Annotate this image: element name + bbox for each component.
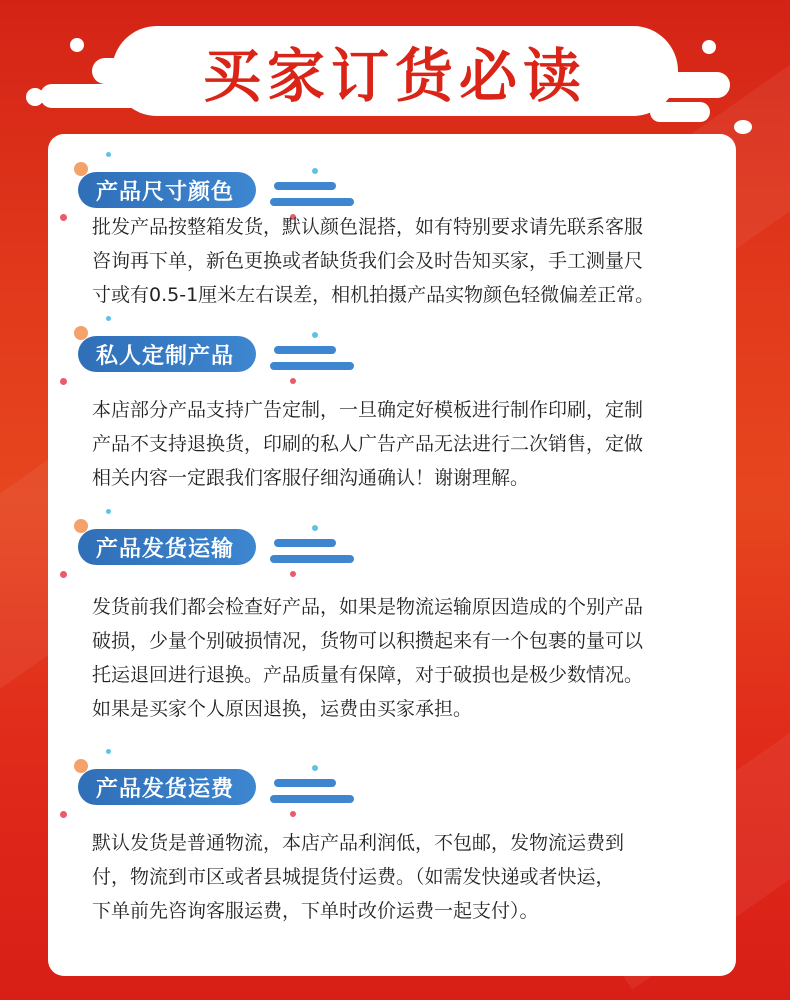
- section-pill: [78, 336, 256, 372]
- pink-dot: [60, 811, 67, 818]
- white-dot: [70, 38, 84, 52]
- section-body: [92, 393, 702, 495]
- body-line: 咨询再下单，新色更换或者缺货我们会及时告知买家，手工测量尺: [92, 250, 644, 272]
- pill-tail: [274, 346, 336, 354]
- blue-dot: [106, 316, 111, 321]
- pill-tail: [274, 779, 336, 787]
- body-line: 如果是买家个人原因退换，运费由买家承担。: [92, 698, 473, 720]
- body-line: 默认发货是普通物流，本店产品利润低，不包邮，发物流运费到: [92, 832, 625, 854]
- section-pill: [78, 769, 256, 805]
- pink-dot: [290, 811, 296, 817]
- body-line: 本店部分产品支持广告定制，一旦确定好模板进行制作印刷，定制: [92, 399, 644, 421]
- section-body: [92, 590, 702, 726]
- section-header-freight: [74, 755, 314, 815]
- body-line: 相关内容一定跟我们客服仔细沟通确认！谢谢理解。: [92, 467, 530, 489]
- pill-tail: [270, 198, 354, 206]
- page-title: 买家订货必读: [202, 42, 587, 110]
- section-header-custom: [74, 322, 314, 382]
- pink-dot: [60, 571, 67, 578]
- section-pill: [78, 529, 256, 565]
- section-pill: [78, 172, 256, 208]
- pink-dot: [60, 214, 67, 221]
- body-line: 批发产品按整箱发货，默认颜色混搭，如有特别要求请先联系客服: [92, 216, 644, 238]
- blue-dot: [312, 168, 318, 174]
- pill-tail: [274, 539, 336, 547]
- section-heading: 产品尺寸颜色: [96, 179, 235, 205]
- section-body: [92, 210, 702, 312]
- blue-dot: [106, 749, 111, 754]
- pill-tail: [270, 362, 354, 370]
- blue-dot: [106, 509, 111, 514]
- white-dot: [26, 88, 44, 106]
- pill-tail: [274, 182, 336, 190]
- pill-tail: [270, 795, 354, 803]
- section-header-size-color: [74, 158, 314, 218]
- section-body: [92, 826, 702, 928]
- section-header-shipping: [74, 515, 314, 575]
- title-banner: [112, 26, 678, 116]
- white-dot: [734, 120, 752, 134]
- white-dot: [702, 40, 716, 54]
- pink-dot: [290, 571, 296, 577]
- pill-tail: [270, 555, 354, 563]
- blue-dot: [106, 152, 111, 157]
- section-heading: 私人定制产品: [96, 343, 235, 369]
- body-line: 发货前我们都会检查好产品，如果是物流运输原因造成的个别产品: [92, 596, 644, 618]
- blue-dot: [312, 765, 318, 771]
- body-line: 产品不支持退换货，印刷的私人广告产品无法进行二次销售，定做: [92, 433, 644, 455]
- pink-dot: [290, 378, 296, 384]
- body-line: 破损，少量个别破损情况，货物可以积攒起来有一个包裹的量可以: [92, 630, 644, 652]
- body-line: 寸或有0.5-1厘米左右误差，相机拍摄产品实物颜色轻微偏差正常。: [92, 284, 655, 306]
- section-heading: 产品发货运费: [96, 776, 235, 802]
- blue-dot: [312, 525, 318, 531]
- blue-dot: [312, 332, 318, 338]
- body-line: 下单前先咨询客服运费，下单时改价运费一起支付）。: [92, 900, 539, 922]
- body-line: 付，物流到市区或者县城提货付运费。（如需发快递或者快运，: [92, 866, 615, 888]
- pink-dot: [60, 378, 67, 385]
- body-line: 托运退回进行退换。产品质量有保障，对于破损也是极少数情况。: [92, 664, 644, 686]
- section-heading: 产品发货运输: [96, 536, 235, 562]
